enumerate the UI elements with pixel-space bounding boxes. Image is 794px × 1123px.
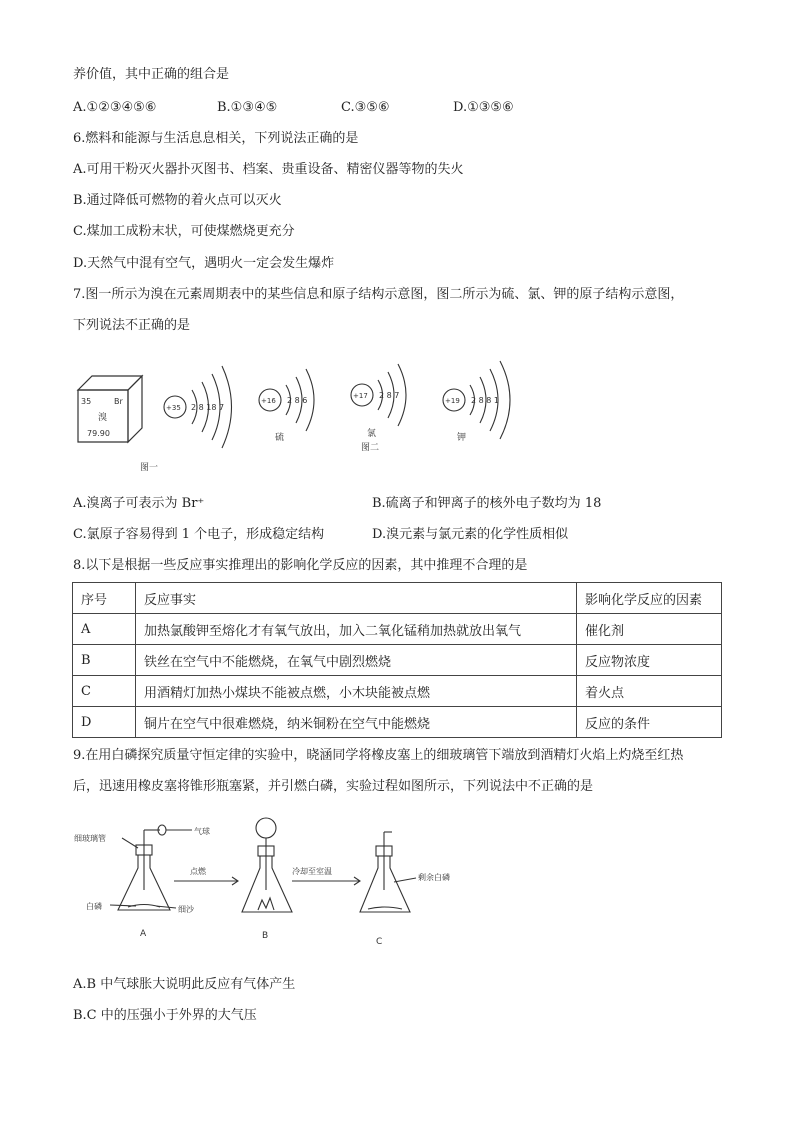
table-row [73,645,722,676]
flask-a-label: A [140,929,147,939]
q5-option-d: D.①③⑤⑥ [453,100,514,115]
q7-stem-line1: 7.图一所示为溴在元素周期表中的某些信息和原子结构示意图，图二所示为硫、氯、钾的原子结构示意图， [73,287,684,302]
cube-symbol: Br [114,397,123,406]
flask-c-diagram [360,832,416,912]
q9-option-b: B.C 中的压强小于外界的大气压 [73,1008,257,1023]
row-factor: 反应的条件 [577,707,722,738]
q6-option-d: D.天然气中混有空气，遇明火一定会发生爆炸 [73,256,335,271]
bromine-shells: 2 8 18 7 [191,403,225,412]
q9-option-a: A.B 中气球胀大说明此反应有气体产生 [73,977,296,992]
q9-stem-line1: 9.在用白磷探究质量守恒定律的实验中，晓涵同学将橡皮塞上的细玻璃管下端放到酒精灯火焰上灼烧至红热 [73,748,684,763]
q9-stem-line2: 后，迅速用橡皮塞将锥形瓶塞紧，并引燃白磷，实验过程如图所示，下列说法中不正确的是 [73,779,594,794]
label-fine-sand: 细沙 [178,905,194,914]
cube-element-name: 溴 [98,413,108,423]
row-fact: 铁丝在空气中不能燃烧，在氧气中剧烈燃烧 [136,645,577,676]
bromine-nucleus: +35 [166,404,181,412]
q7-option-a: A.溴离子可表示为 Br⁺ [73,496,205,511]
table-row [73,707,722,738]
q6-option-b: B.通过降低可燃物的着火点可以灭火 [73,193,282,208]
q7-option-c: C.氯原子容易得到 1 个电子，形成稳定结构 [73,527,325,542]
table-header-row [73,583,722,614]
row-label: C [73,676,136,707]
row-fact: 铜片在空气中很难燃烧，纳米铜粉在空气中能燃烧 [136,707,577,738]
q9-experiment-figure [70,810,460,960]
q7-option-b: B.硫离子和钾离子的核外电子数均为 18 [372,496,602,511]
q7-option-d: D.溴元素与氯元素的化学性质相似 [372,527,569,542]
row-label: D [73,707,136,738]
label-remaining-phosphorus: 剩余白磷 [418,873,450,882]
q7-stem-line2: 下列说法不正确的是 [73,318,191,333]
potassium-nucleus: +19 [445,397,460,405]
chlorine-nucleus: +17 [353,392,368,400]
chlorine-shells: 2 8 7 [379,391,400,400]
row-label: B [73,645,136,676]
q5-option-c: C.③⑤⑥ [341,100,390,115]
row-fact: 加热氯酸钾至熔化才有氧气放出，加入二氧化锰稍加热就放出氧气 [136,614,577,645]
row-factor: 着火点 [577,676,722,707]
sulfur-shells: 2 8 6 [287,396,308,405]
figure-two-caption: 图二 [361,443,380,453]
q6-option-c: C.煤加工成粉末状，可使煤燃烧更充分 [73,224,295,239]
table-row [73,676,722,707]
label-ignite: 点燃 [190,867,206,876]
cube-atomic-mass: 79.90 [87,429,110,438]
q8-reaction-table [72,582,722,738]
ignite-arrow [174,877,238,885]
header-factor: 影响化学反应的因素 [577,583,722,614]
label-balloon: 气球 [194,827,210,836]
potassium-shells: 2 8 8 1 [471,396,499,405]
flask-c-label: C [376,937,383,947]
q6-stem: 6.燃料和能源与生活息息相关，下列说法正确的是 [73,131,359,146]
q7-atomic-structure-figure [70,352,550,477]
row-label: A [73,614,136,645]
sulfur-nucleus: +16 [261,397,276,405]
header-number: 序号 [73,583,136,614]
potassium-label: 钾 [457,433,467,443]
q5-stem-tail: 养价值，其中正确的组合是 [73,67,230,82]
row-factor: 催化剂 [577,614,722,645]
label-glass-tube: 细玻璃管 [74,834,106,843]
flask-a-diagram [110,825,192,910]
label-white-phosphorus: 白磷 [86,902,102,911]
flask-b-diagram [242,818,292,912]
flask-b-label: B [262,931,269,941]
q8-stem: 8.以下是根据一些反应事实推理出的影响化学反应的因素，其中推理不合理的是 [73,558,528,573]
figure-one-caption: 图一 [140,463,159,473]
header-fact: 反应事实 [136,583,577,614]
chlorine-label: 氯 [367,429,377,439]
row-fact: 用酒精灯加热小煤块不能被点燃，小木块能被点燃 [136,676,577,707]
q5-option-a: A.①②③④⑤⑥ [73,100,157,115]
table-row [73,614,722,645]
row-factor: 反应物浓度 [577,645,722,676]
cool-arrow [292,877,360,885]
sulfur-label: 硫 [275,433,285,443]
cube-atomic-number: 35 [81,397,92,406]
label-cool-to-room-temp: 冷却至室温 [292,867,332,876]
q6-option-a: A.可用干粉灭火器扑灭图书、档案、贵重设备、精密仪器等物的失火 [73,162,464,177]
q5-option-b: B.①③④⑤ [217,100,278,115]
